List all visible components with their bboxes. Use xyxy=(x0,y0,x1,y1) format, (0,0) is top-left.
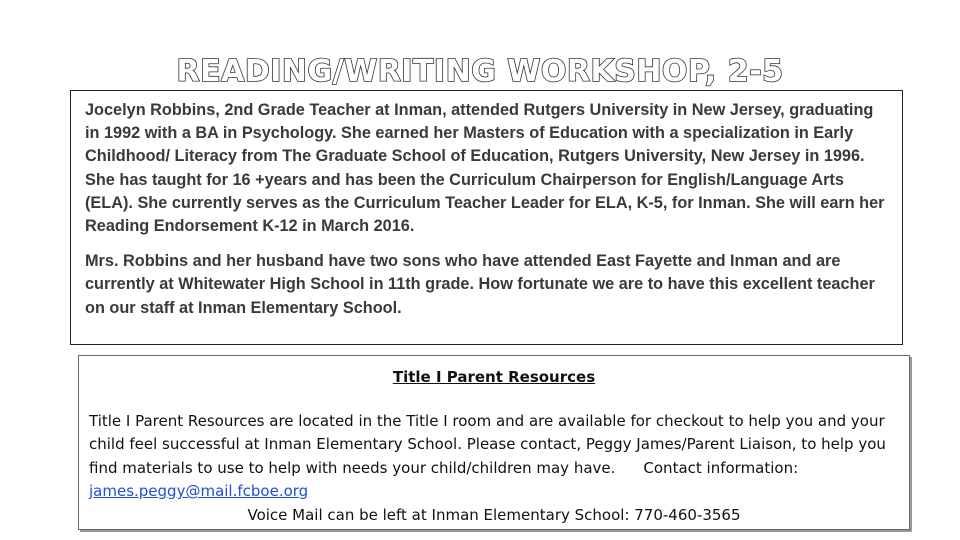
contact-email-link[interactable]: james.peggy@mail.fcboe.org xyxy=(89,482,309,500)
parent-resources-box xyxy=(78,355,910,530)
resources-heading: Title I Parent Resources xyxy=(392,368,596,386)
voice-mail-line: Voice Mail can be left at Inman Elementary School: 770-460-3565 xyxy=(247,505,741,524)
page-title: READING/WRITING WORKSHOP, 2-5 xyxy=(176,54,784,89)
contact-label: Contact information: xyxy=(643,458,799,477)
bio-paragraph-1: Jocelyn Robbins, 2nd Grade Teacher at Inman, attended Rutgers University in New Jersey, graduating in 1992 with a BA in Psychology. She earned her Masters of Education with a specialization in Early Childhood/ Literacy from The Graduate School of Education, Rutgers University, New Jersey in 1996. She has taught for 16 +years and has been the Curriculum Chairperson for English/Language Arts (ELA). She currently serves as the Curriculum Teacher Leader for ELA, K-5, for Inman. She will earn her Reading Endorsement K-12 in March 2016. xyxy=(85,101,885,236)
bio-paragraph-2: Mrs. Robbins and her husband have two sons who have attended East Fayette and Inman and are currently at Whitewater High School in 11th grade. How fortunate we are to have this excellent teacher on our staff at Inman Elementary School. xyxy=(85,252,875,317)
resources-description: Title I Parent Resources are located in the Title I room and are available for checkout to help you and your child feel successful at Inman Elementary School. Please contact, Peggy James/Parent Liaison, to help you find materials to use to help with needs your child/children may have. xyxy=(89,411,886,477)
resources-body xyxy=(89,410,899,504)
teacher-bio-box xyxy=(70,90,903,345)
